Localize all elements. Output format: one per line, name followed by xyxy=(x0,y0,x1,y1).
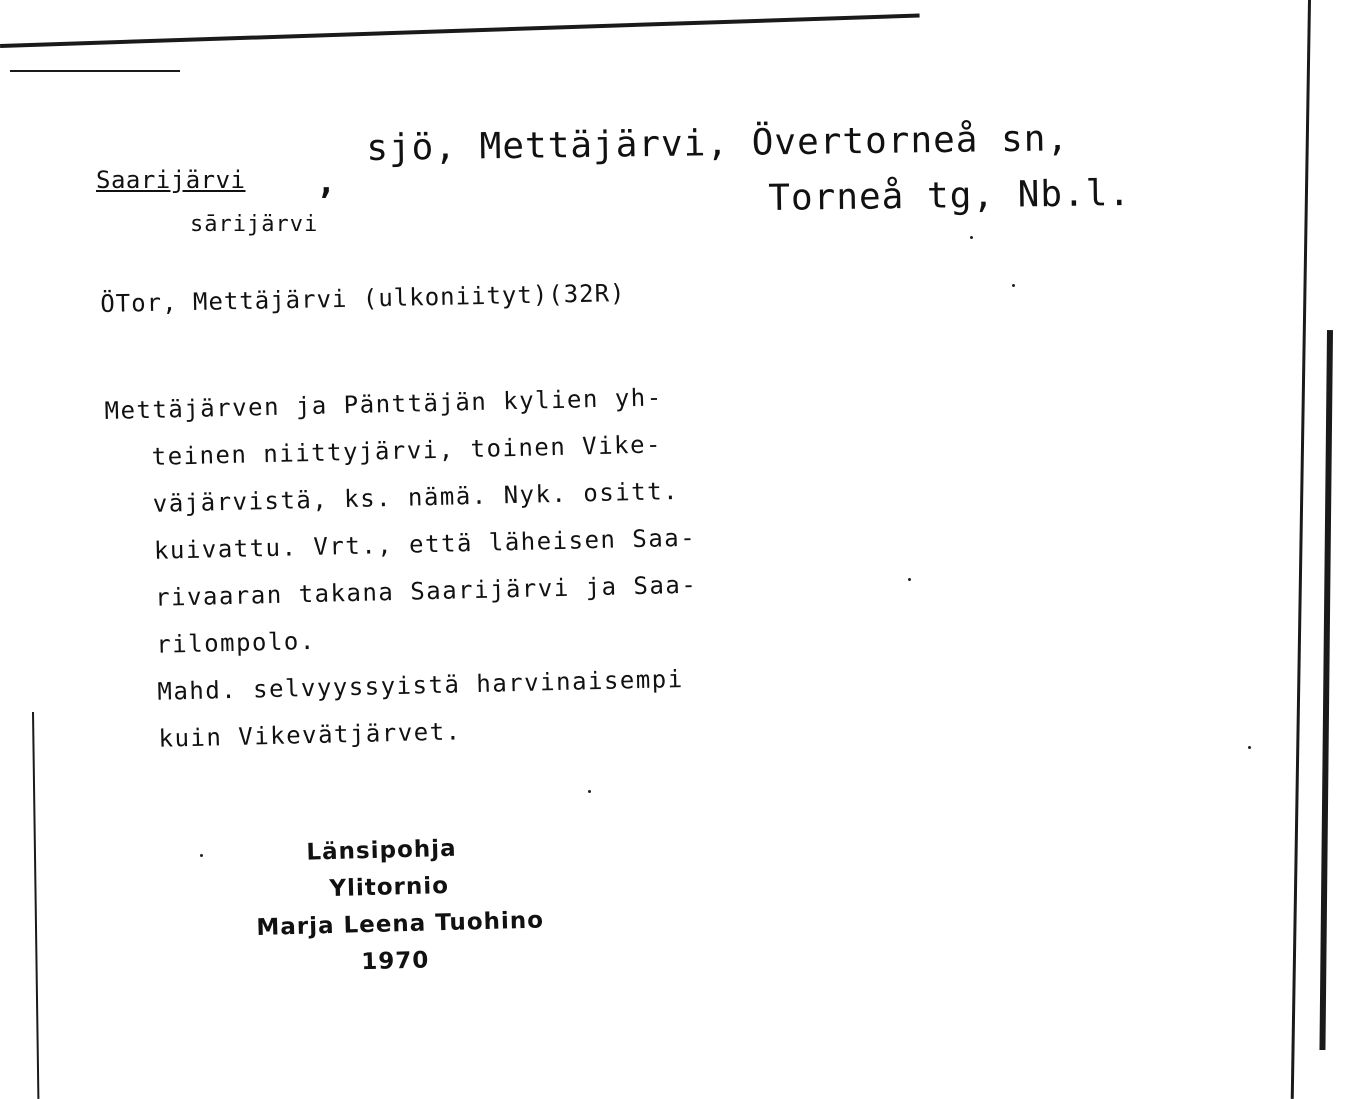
body-line: väjärvistä, ks. nämä. Nyk. ositt. xyxy=(152,476,680,518)
body-line: rivaaran takana Saarijärvi ja Saa- xyxy=(154,570,698,612)
stamp-collector: Marja Leena Tuohino xyxy=(256,907,545,941)
stamp-region: Länsipohja xyxy=(306,835,457,866)
place-line-2: Torneå tg, Nb.l. xyxy=(768,172,1132,219)
pronunciation: sārijärvi xyxy=(190,212,319,237)
speck xyxy=(908,578,911,581)
headword: Saarijärvi xyxy=(96,166,246,194)
headword-separator: , xyxy=(316,162,337,202)
speck xyxy=(1012,284,1015,287)
place-line-1: sjö, Mettäjärvi, Övertorneå sn, xyxy=(366,118,1070,169)
speck xyxy=(1248,746,1251,749)
stamp-municipality: Ylitornio xyxy=(329,872,450,903)
body-line: rilompolo. xyxy=(155,626,317,659)
scan-edge-right-thick xyxy=(1319,330,1333,1050)
body-line: teinen niittyjärvi, toinen Vike- xyxy=(151,430,663,471)
source-reference: ÖTor, Mettäjärvi (ulkoniityt)(32R) xyxy=(100,278,626,318)
collector-stamp xyxy=(254,827,618,984)
scan-edge-left xyxy=(32,712,39,1099)
body-line: kuin Vikevätjärvet. xyxy=(158,717,462,753)
scan-edge-right xyxy=(1291,0,1311,1099)
scan-edge-top-thin xyxy=(10,70,180,72)
entry-body xyxy=(104,370,833,763)
body-line: kuivattu. Vrt., että läheisen Saa- xyxy=(153,523,697,565)
scan-edge-top xyxy=(0,13,920,48)
body-line: Mettäjärven ja Pänttäjän kylien yh- xyxy=(104,383,663,425)
speck xyxy=(200,854,203,857)
stamp-year: 1970 xyxy=(361,947,430,976)
body-line: Mahd. selvyyssyistä harvinaisempi xyxy=(157,664,684,706)
speck xyxy=(588,790,591,793)
